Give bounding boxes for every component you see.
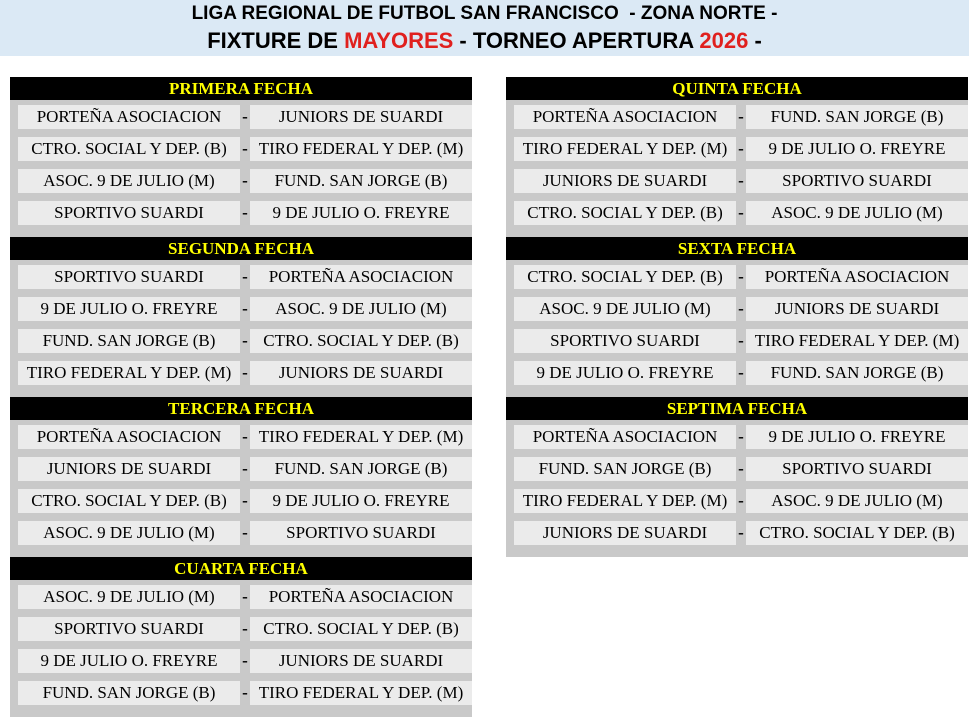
fecha-matches: [10, 420, 472, 557]
match-separator: -: [242, 491, 248, 510]
match-row: [10, 165, 472, 197]
match-row: [10, 133, 472, 165]
match-separator: -: [242, 363, 248, 382]
away-team: ASOC. 9 DE JULIO (M): [746, 489, 968, 513]
home-team: CTRO. SOCIAL Y DEP. (B): [18, 137, 240, 161]
match-row: [506, 133, 968, 165]
fecha-title: CUARTA FECHA: [10, 557, 472, 580]
away-team: FUND. SAN JORGE (B): [746, 361, 968, 385]
home-team: JUNIORS DE SUARDI: [18, 457, 240, 481]
match-row: [10, 357, 472, 389]
home-team: ASOC. 9 DE JULIO (M): [514, 297, 736, 321]
home-team: TIRO FEDERAL Y DEP. (M): [18, 361, 240, 385]
away-team: FUND. SAN JORGE (B): [250, 169, 472, 193]
away-team: SPORTIVO SUARDI: [746, 457, 968, 481]
match-row: [10, 677, 472, 709]
home-team: JUNIORS DE SUARDI: [514, 521, 736, 545]
home-team: TIRO FEDERAL Y DEP. (M): [514, 489, 736, 513]
away-team: 9 DE JULIO O. FREYRE: [746, 137, 968, 161]
match-row: [506, 485, 968, 517]
match-row: [10, 645, 472, 677]
away-team: PORTEÑA ASOCIACION: [250, 585, 472, 609]
match-separator: -: [738, 203, 744, 222]
home-team: SPORTIVO SUARDI: [18, 265, 240, 289]
match-separator: -: [242, 523, 248, 542]
fecha-matches: [10, 580, 472, 717]
away-team: TIRO FEDERAL Y DEP. (M): [250, 681, 472, 705]
fecha-title: PRIMERA FECHA: [10, 77, 472, 100]
fixture-header: [0, 0, 969, 56]
match-separator: -: [738, 523, 744, 542]
match-separator: -: [738, 363, 744, 382]
match-row: [10, 453, 472, 485]
match-separator: -: [242, 107, 248, 126]
match-row: [10, 517, 472, 549]
away-team: ASOC. 9 DE JULIO (M): [250, 297, 472, 321]
away-team: PORTEÑA ASOCIACION: [746, 265, 968, 289]
home-team: FUND. SAN JORGE (B): [514, 457, 736, 481]
away-team: TIRO FEDERAL Y DEP. (M): [250, 425, 472, 449]
home-team: FUND. SAN JORGE (B): [18, 681, 240, 705]
home-team: ASOC. 9 DE JULIO (M): [18, 169, 240, 193]
match-row: [10, 613, 472, 645]
away-team: JUNIORS DE SUARDI: [250, 105, 472, 129]
home-team: TIRO FEDERAL Y DEP. (M): [514, 137, 736, 161]
match-row: [506, 101, 968, 133]
home-team: ASOC. 9 DE JULIO (M): [18, 521, 240, 545]
fecha-matches: [10, 260, 472, 397]
match-separator: -: [242, 459, 248, 478]
home-team: PORTEÑA ASOCIACION: [18, 425, 240, 449]
away-team: TIRO FEDERAL Y DEP. (M): [746, 329, 968, 353]
match-separator: -: [242, 587, 248, 606]
fixture-title-prefix: FIXTURE DE: [207, 28, 345, 53]
away-team: FUND. SAN JORGE (B): [250, 457, 472, 481]
match-separator: -: [738, 299, 744, 318]
away-team: ASOC. 9 DE JULIO (M): [746, 201, 968, 225]
match-row: [506, 197, 968, 229]
home-team: 9 DE JULIO O. FREYRE: [18, 649, 240, 673]
home-team: JUNIORS DE SUARDI: [514, 169, 736, 193]
fecha-matches: [10, 100, 472, 237]
fecha-title: TERCERA FECHA: [10, 397, 472, 420]
fecha-title: SEPTIMA FECHA: [506, 397, 968, 420]
away-team: JUNIORS DE SUARDI: [746, 297, 968, 321]
home-team: SPORTIVO SUARDI: [18, 617, 240, 641]
match-separator: -: [738, 139, 744, 158]
match-row: [10, 485, 472, 517]
match-separator: -: [738, 267, 744, 286]
home-team: PORTEÑA ASOCIACION: [514, 425, 736, 449]
match-separator: -: [738, 459, 744, 478]
home-team: CTRO. SOCIAL Y DEP. (B): [18, 489, 240, 513]
fecha-matches: [506, 260, 968, 397]
home-team: SPORTIVO SUARDI: [18, 201, 240, 225]
away-team: TIRO FEDERAL Y DEP. (M): [250, 137, 472, 161]
match-row: [10, 101, 472, 133]
match-separator: -: [242, 203, 248, 222]
home-team: 9 DE JULIO O. FREYRE: [18, 297, 240, 321]
match-row: [506, 453, 968, 485]
fixture-title-suffix: -: [748, 28, 762, 53]
away-team: CTRO. SOCIAL Y DEP. (B): [250, 617, 472, 641]
away-team: PORTEÑA ASOCIACION: [250, 265, 472, 289]
match-separator: -: [738, 427, 744, 446]
match-separator: -: [242, 619, 248, 638]
match-row: [506, 165, 968, 197]
home-team: PORTEÑA ASOCIACION: [514, 105, 736, 129]
match-row: [506, 261, 968, 293]
away-team: JUNIORS DE SUARDI: [250, 361, 472, 385]
match-row: [10, 261, 472, 293]
away-team: 9 DE JULIO O. FREYRE: [250, 489, 472, 513]
category-highlight: MAYORES: [344, 28, 454, 53]
away-team: CTRO. SOCIAL Y DEP. (B): [250, 329, 472, 353]
match-separator: -: [242, 267, 248, 286]
fecha-matches: [506, 420, 968, 557]
home-team: CTRO. SOCIAL Y DEP. (B): [514, 265, 736, 289]
match-separator: -: [242, 171, 248, 190]
away-team: SPORTIVO SUARDI: [746, 169, 968, 193]
match-row: [10, 197, 472, 229]
match-row: [506, 325, 968, 357]
league-title: LIGA REGIONAL DE FUTBOL SAN FRANCISCO - ZONA NORTE -: [191, 3, 778, 24]
match-row: [506, 421, 968, 453]
match-separator: -: [242, 651, 248, 670]
away-team: CTRO. SOCIAL Y DEP. (B): [746, 521, 968, 545]
home-team: 9 DE JULIO O. FREYRE: [514, 361, 736, 385]
match-row: [10, 325, 472, 357]
match-separator: -: [242, 427, 248, 446]
fecha-title: SEGUNDA FECHA: [10, 237, 472, 260]
match-separator: -: [738, 331, 744, 350]
match-separator: -: [242, 331, 248, 350]
match-separator: -: [738, 171, 744, 190]
fecha-matches: [506, 100, 968, 237]
fecha-title: SEXTA FECHA: [506, 237, 968, 260]
match-row: [10, 421, 472, 453]
match-separator: -: [242, 683, 248, 702]
year-highlight: 2026: [699, 28, 749, 53]
away-team: 9 DE JULIO O. FREYRE: [746, 425, 968, 449]
match-separator: -: [738, 107, 744, 126]
home-team: FUND. SAN JORGE (B): [18, 329, 240, 353]
fecha-title: QUINTA FECHA: [506, 77, 968, 100]
home-team: PORTEÑA ASOCIACION: [18, 105, 240, 129]
match-row: [10, 581, 472, 613]
away-team: 9 DE JULIO O. FREYRE: [250, 201, 472, 225]
match-row: [506, 357, 968, 389]
home-team: SPORTIVO SUARDI: [514, 329, 736, 353]
match-separator: -: [242, 299, 248, 318]
away-team: FUND. SAN JORGE (B): [746, 105, 968, 129]
fixture-title-middle: - TORNEO APERTURA: [453, 28, 700, 53]
match-row: [506, 293, 968, 325]
away-team: JUNIORS DE SUARDI: [250, 649, 472, 673]
home-team: ASOC. 9 DE JULIO (M): [18, 585, 240, 609]
away-team: SPORTIVO SUARDI: [250, 521, 472, 545]
fixture-title: [0, 28, 969, 54]
home-team: CTRO. SOCIAL Y DEP. (B): [514, 201, 736, 225]
match-row: [506, 517, 968, 549]
match-separator: -: [738, 491, 744, 510]
match-row: [10, 293, 472, 325]
match-separator: -: [242, 139, 248, 158]
